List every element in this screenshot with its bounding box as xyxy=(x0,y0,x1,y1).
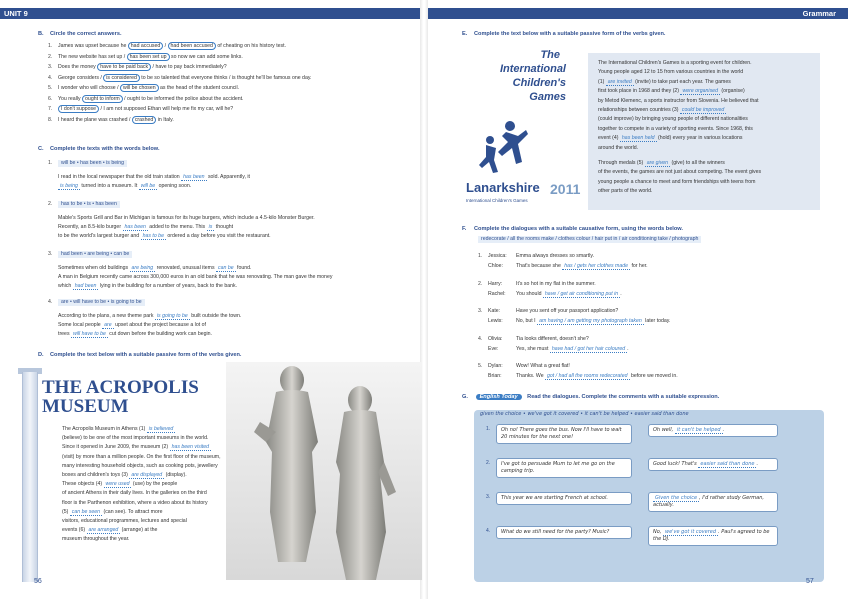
exercise-e-line xyxy=(598,98,759,105)
line-text: thought xyxy=(214,224,234,230)
games-logo-graphic xyxy=(462,44,584,212)
dialogue-line xyxy=(488,291,622,298)
answer-2: is being xyxy=(60,183,78,189)
exercise-g-heading: G. English Today Read the dialogues. Complete the comments with a suitable expression. xyxy=(462,394,720,400)
response-text: . xyxy=(722,427,725,433)
answer: were used xyxy=(105,481,130,488)
line-text: for her. xyxy=(630,263,648,269)
logo-sub: International Children's Games xyxy=(466,198,528,203)
item-text: as the head of the student council. xyxy=(158,85,240,91)
circled-answer: I don't suppose xyxy=(58,105,99,113)
exercise-d-line xyxy=(62,426,175,433)
logo-line-1: The xyxy=(540,49,560,61)
item-number: 2. xyxy=(48,53,53,60)
line-text: young people a chance to meet and form friendships with teens from xyxy=(598,178,756,185)
line-text: events (6) xyxy=(62,527,87,534)
exercise-g-wordbox: given the choice • we've got it covered • it can't be helped • easier said than done xyxy=(480,411,689,417)
exercise-e-line xyxy=(598,107,726,114)
item-text: James was upset because he xyxy=(58,43,128,49)
section-header xyxy=(428,8,848,19)
answer-1: has been xyxy=(183,174,205,180)
unit-label: UNIT 9 xyxy=(4,9,28,18)
line-text: ordered a day before you visit the restaurant. xyxy=(165,233,271,239)
item-number: 1. xyxy=(478,253,483,259)
answer: am having / am getting my photograph taken xyxy=(539,318,642,324)
line-text: The Acropolis Museum in Athens (1) xyxy=(62,426,147,432)
exercise-f-heading: F. Complete the dialogues with a suitable causative form, using the words below. xyxy=(462,226,683,232)
line-text: (arrange) at the xyxy=(120,527,158,534)
logo-line-3: Children's xyxy=(512,77,566,89)
exercise-e-line xyxy=(598,116,748,123)
exercise-c-line xyxy=(58,224,233,231)
answer-3: will be xyxy=(140,183,156,189)
exercise-d-line xyxy=(62,435,208,442)
answer: we've got it covered xyxy=(664,529,717,535)
line-text: cut down before the building work can begin. xyxy=(107,331,212,337)
response-text: No, xyxy=(653,529,663,535)
dialogue-line xyxy=(478,253,594,260)
line-text: museum throughout the year. xyxy=(62,536,130,543)
exercise-e-line xyxy=(598,79,731,86)
line-text: many interesting household objects, such as cooking pots, jewellery xyxy=(62,462,218,469)
speaker: Rachel: xyxy=(488,290,506,297)
item-text: I heard the plane was crashed / xyxy=(58,116,132,123)
line-text: (hold) every year in various locations xyxy=(656,135,743,142)
exercise-b-item xyxy=(48,85,239,92)
item-text: I am not supposed Ethan will help me fix my car, will he? xyxy=(103,106,234,112)
item-number: 8. xyxy=(48,116,53,123)
line-text: (visit) by more than a million people. On the first floor of the museum, xyxy=(62,453,221,460)
response-text: . xyxy=(756,461,759,467)
exercise-c-heading: C. Complete the texts with the words below. xyxy=(38,146,160,152)
exercise-e-line xyxy=(598,135,742,142)
line-text: (could improve) by bringing young people of different nationalities xyxy=(598,116,748,123)
exercise-c-wordlist xyxy=(48,160,127,167)
exercise-e-heading: E. Complete the text below with a suitable passive form of the verbs given. xyxy=(462,31,666,37)
response-text: Good luck! That's xyxy=(653,461,699,467)
exercise-c-wordlist xyxy=(48,299,145,306)
answer: easier said than done xyxy=(700,461,755,467)
answer: can be seen xyxy=(71,508,101,515)
circled-answer: will be chosen xyxy=(120,84,159,92)
page-number-left: 56 xyxy=(34,578,42,585)
response-text: , I'd rather study German, actually. xyxy=(653,495,764,508)
exercise-d-line xyxy=(62,481,177,488)
line-text: Young people aged 12 to 15 from various countries in the world xyxy=(598,69,744,76)
answer: could be improved xyxy=(681,107,725,113)
line-text: of the events, the games are not just about competing. The event gives xyxy=(598,169,762,176)
item-text: George considers / xyxy=(58,74,104,81)
english-today-badge: English Today xyxy=(476,394,522,400)
item-text: have to pay back immediately? xyxy=(155,64,227,70)
line-text: You should xyxy=(516,290,543,297)
answer-3: will have to be xyxy=(72,331,106,337)
line-text: Mable's Sports Grill and Bar in Michigan is famous for its huge burgers, which include a 4.5-kilo Monster Burger. xyxy=(58,215,315,221)
item-text: ought to be informed the police about the accident. xyxy=(126,95,244,102)
answer-2: are xyxy=(104,322,112,328)
circled-answer: ought to inform xyxy=(82,95,123,103)
line-text: sold. Apparently, it xyxy=(206,174,250,180)
line-text: (believe) to be one of the most important museums in the world. xyxy=(62,435,209,442)
line-text: first took place in 1968 and they (2) xyxy=(598,88,681,95)
line-text: Through medals (5) xyxy=(598,160,645,166)
exercise-c-line xyxy=(58,233,271,240)
logo-line-2: International xyxy=(499,63,566,75)
response-text: Oh well, xyxy=(653,427,675,433)
circled-answer: crashed xyxy=(132,116,156,124)
dialogue-line xyxy=(488,346,629,353)
item-sep: / xyxy=(122,95,127,102)
response-bubble xyxy=(648,424,778,437)
answer-2: is xyxy=(208,224,213,230)
speech-bubble: What do we still need for the party? Music? xyxy=(496,526,632,539)
line-text: before we moved in. xyxy=(629,373,678,379)
response-bubble xyxy=(648,458,778,471)
line-text: event (4) xyxy=(598,135,620,142)
line-text: Have you sent off your passport application? xyxy=(516,308,619,314)
line-text: renovated, unusual items xyxy=(155,265,217,271)
item-number: 2. xyxy=(48,201,53,207)
exercise-c-wordlist xyxy=(48,251,132,258)
line-text: No, but I xyxy=(516,318,538,324)
answer-2: can be xyxy=(218,265,234,271)
speech-bubble: I've got to persuade Mum to let me go on the camping trip. xyxy=(496,458,632,478)
exercise-c-line xyxy=(58,313,241,320)
speaker: Eve: xyxy=(488,345,499,352)
line-text: lying in the building for a number of years, back to the bank. xyxy=(98,283,238,289)
line-text: . xyxy=(627,345,629,352)
speaker: Harry: xyxy=(488,280,503,287)
item-sep: / xyxy=(163,43,168,49)
line-text: According to the plans, a new theme park xyxy=(58,313,155,319)
exercise-e-line xyxy=(598,69,743,76)
exercise-b-item xyxy=(48,117,174,124)
games-logo xyxy=(462,44,584,212)
item-number: 5. xyxy=(478,363,483,369)
answer: has been held xyxy=(621,135,655,142)
line-text: trees xyxy=(58,331,71,337)
line-text: (give) to all the winners xyxy=(670,160,725,166)
line-text: relationships between countries (3) xyxy=(598,107,680,113)
circled-answer: have to be paid back xyxy=(97,63,151,71)
line-text: A man in Belgium recently came across 300,000 euros in an old bank that he was renovating. The man gave the money xyxy=(58,274,333,280)
speaker: Jessica: xyxy=(488,253,507,259)
item-text: so now we can add some links. xyxy=(169,53,243,60)
dialogue-line xyxy=(478,336,589,343)
line-text: floor is the Parthenon exhibition, where a video about its history xyxy=(62,499,208,506)
item-number: 2. xyxy=(478,280,483,287)
answer: are given xyxy=(646,160,669,166)
exercise-c-line xyxy=(58,174,250,181)
circled-answer: had been accused xyxy=(168,42,216,50)
line-text: which xyxy=(58,283,73,289)
exercise-b-heading: B. Circle the correct answers. xyxy=(38,31,122,37)
response-bubble xyxy=(648,492,778,512)
exercise-d-line xyxy=(62,490,207,497)
item-text: Does the money xyxy=(58,64,98,70)
circled-answer: is considered xyxy=(103,74,140,82)
exercise-e-line xyxy=(598,126,753,133)
line-text: of ancient Athens in their daily lives. In the galleries on the third xyxy=(62,490,207,497)
dialogue-line xyxy=(478,281,596,288)
dialogue-line xyxy=(478,363,570,370)
page-number-right: 57 xyxy=(806,578,814,585)
item-text: The new website has set up / xyxy=(58,53,127,60)
line-text: (1) xyxy=(598,78,606,85)
answer: are invited xyxy=(607,78,632,85)
exercise-d-line xyxy=(62,454,221,461)
item-number: 3. xyxy=(48,251,53,257)
speech-bubble: Oh no! There goes the bus. Now I'll have to wait 20 minutes for the next one! xyxy=(496,424,632,444)
speaker: Chloe: xyxy=(488,263,503,269)
speech-bubble: This year we are starting French at school. xyxy=(496,492,632,505)
dialogue-number: 4. xyxy=(486,528,491,534)
item-number: 4. xyxy=(478,335,483,342)
answer: have / get air conditioning put in xyxy=(544,290,619,297)
statues-photo xyxy=(226,362,422,580)
dialogue-number: 3. xyxy=(486,494,491,500)
dialogue-line xyxy=(488,373,678,380)
exercise-c-wordlist xyxy=(48,201,120,208)
line-text: added to the menu. This xyxy=(147,224,207,230)
exercise-d-line xyxy=(62,444,211,451)
line-text: Emma always dresses so smartly. xyxy=(516,253,595,259)
dialogue-line xyxy=(488,318,670,325)
line-text: Recently, an 8.5-kilo burger xyxy=(58,224,123,230)
answer-1: is going to be xyxy=(156,313,188,319)
line-text: The International Children's Games is a sporting event for children. xyxy=(598,60,752,66)
answer: Given the choice xyxy=(655,495,698,501)
line-text: These objects (4) xyxy=(62,481,104,488)
answer: is believed xyxy=(148,426,174,432)
line-text: later today. xyxy=(643,318,671,324)
dialogue-line xyxy=(488,263,648,270)
answer-1: are being xyxy=(131,265,154,271)
item-text: to be so talented that everyone thinks / is thought he'll be famous one day. xyxy=(139,74,312,81)
line-text: turned into a museum. It xyxy=(79,183,139,189)
item-text: of cheating on his history test. xyxy=(215,43,287,49)
exercise-d-line xyxy=(62,509,163,516)
line-text: Sometimes when old buildings xyxy=(58,265,130,271)
section-label: Grammar xyxy=(802,9,836,18)
museum-title: THE ACROPOLIS MUSEUM xyxy=(42,377,199,417)
exercise-e-line xyxy=(598,145,638,152)
item-number: 1. xyxy=(48,160,53,166)
line-text: Wow! What a great flat! xyxy=(516,363,570,369)
exercise-b-item xyxy=(48,96,244,103)
answer: it can't be helped xyxy=(676,427,721,433)
line-text: (can see). To attract more xyxy=(102,508,163,515)
exercise-d-line xyxy=(62,518,187,525)
item-number: 3. xyxy=(478,308,483,314)
line-text: (organise) xyxy=(719,88,745,95)
item-sep: / xyxy=(151,64,156,70)
line-text: built outside the town. xyxy=(189,313,242,319)
answer: got / had all the rooms redecorated xyxy=(547,373,628,379)
line-text: . xyxy=(620,290,622,297)
line-text: That's because she xyxy=(516,263,563,269)
item-sep: / xyxy=(99,106,104,112)
exercise-d-heading: D. Complete the text below with a suitable passive form of the verbs given. xyxy=(38,352,242,358)
line-text: (invite) to take part each year. The games xyxy=(633,78,731,85)
exercise-c-line xyxy=(58,331,212,338)
exercise-c-line xyxy=(58,322,206,329)
word-box: had been • are being • can be xyxy=(58,251,132,258)
answer: have had / got her hair coloured xyxy=(551,345,626,352)
line-text: boxes and children's toys (3) xyxy=(62,472,130,478)
exercise-b-item xyxy=(48,64,227,71)
item-text: You really xyxy=(58,95,83,102)
line-text: found. xyxy=(235,265,252,271)
exercise-e-line xyxy=(598,88,745,95)
line-text: other parts of the world. xyxy=(598,188,653,195)
line-text: (5) xyxy=(62,508,70,515)
item-number: 4. xyxy=(48,299,53,305)
word-box: has to be • is • has been xyxy=(58,201,120,208)
line-text: together to compete in a variety of sporting events. Since 1968, this xyxy=(598,125,753,132)
exercise-e-line xyxy=(598,160,725,167)
item-number: 1. xyxy=(48,43,53,49)
line-text: (display). xyxy=(164,472,187,478)
line-text: opening soon. xyxy=(157,183,192,189)
response-text: . Paul's agreed to be the DJ. xyxy=(653,529,770,542)
answer: are arranged xyxy=(88,527,119,534)
speaker: Olivia: xyxy=(488,335,503,342)
line-text: visitors, educational programmes, lectures and special xyxy=(62,518,187,524)
response-bubble xyxy=(648,526,778,546)
exercise-c-line xyxy=(58,274,332,281)
item-text: in Italy. xyxy=(156,116,174,123)
item-number: 4. xyxy=(48,74,53,81)
exercise-c-line xyxy=(58,215,315,222)
item-number: 7. xyxy=(48,106,53,112)
word-box: are • will have to be • is going to be xyxy=(58,299,145,306)
line-text: Tia looks different, doesn't she? xyxy=(516,335,589,342)
dialogue-number: 1. xyxy=(486,426,491,432)
line-text: around the world. xyxy=(598,144,639,151)
line-text: to be the world's largest burger and xyxy=(58,233,141,239)
exercise-d-line xyxy=(62,536,129,543)
line-text: I read in the local newspaper that the old train station xyxy=(58,174,182,180)
answer: has / gets her clothes made xyxy=(564,263,628,269)
line-text: Since it opened in June 2009, the museum (2) xyxy=(62,444,170,451)
exercise-e-line xyxy=(598,169,761,176)
answer: has been visited xyxy=(171,444,210,451)
exercise-b-item xyxy=(48,54,243,61)
exercise-b-item xyxy=(48,43,286,50)
exercise-c-line xyxy=(58,183,191,190)
speaker: Lewis: xyxy=(488,318,503,324)
exercise-c-line xyxy=(58,265,251,272)
speaker: Brian: xyxy=(488,373,502,379)
answer-3: had been xyxy=(74,283,97,289)
line-text: Yes, she must xyxy=(516,345,550,352)
line-text: Some local people xyxy=(58,322,103,328)
statues-illustration xyxy=(226,362,422,580)
logo-line-4: Games xyxy=(529,91,566,103)
line-text: by Metod Klemenc, a sports instructor from Slovenia. He believed that xyxy=(598,97,759,104)
item-text: I wonder who will choose / xyxy=(58,85,120,91)
exercise-d-line xyxy=(62,463,218,470)
answer: are displayed xyxy=(131,472,163,478)
answer: were organised xyxy=(682,88,718,95)
exercise-f-wordbox: redecorate / all the rooms make / clothes colour / hair put in / air conditioning take / photograph xyxy=(478,236,701,243)
speaker: Kate: xyxy=(488,308,501,314)
exercise-c-line xyxy=(58,283,237,290)
circled-answer: had accused xyxy=(128,42,163,50)
speaker: Dylan: xyxy=(488,363,503,369)
line-text: It's so hot in my flat in the summer. xyxy=(516,280,596,287)
word-box: will be • has been • is being xyxy=(58,160,127,167)
exercise-d-line xyxy=(62,472,187,479)
circled-answer: has been set up xyxy=(127,53,170,61)
exercise-e-line xyxy=(598,60,752,67)
exercise-e-line xyxy=(598,188,653,195)
item-number: 6. xyxy=(48,95,53,102)
answer-1: has been xyxy=(124,224,146,230)
line-text: Thanks. We xyxy=(516,373,546,379)
line-text: upset about the project because a lot of xyxy=(113,322,206,328)
exercise-e-line xyxy=(598,179,755,186)
item-number: 3. xyxy=(48,64,53,70)
unit-header xyxy=(0,8,420,19)
exercise-d-line xyxy=(62,527,157,534)
line-text: (use) by the people xyxy=(131,481,178,488)
logo-brand: Lanarkshire xyxy=(466,180,540,195)
answer-3: has to be xyxy=(142,233,164,239)
column-decoration xyxy=(22,372,38,582)
logo-year: 2011 xyxy=(550,181,581,197)
exercise-b-item xyxy=(48,106,233,113)
exercise-b-item xyxy=(48,75,311,82)
item-number: 5. xyxy=(48,85,53,91)
dialogue-line xyxy=(478,308,618,315)
exercise-d-line xyxy=(62,500,208,507)
dialogue-number: 2. xyxy=(486,460,491,466)
